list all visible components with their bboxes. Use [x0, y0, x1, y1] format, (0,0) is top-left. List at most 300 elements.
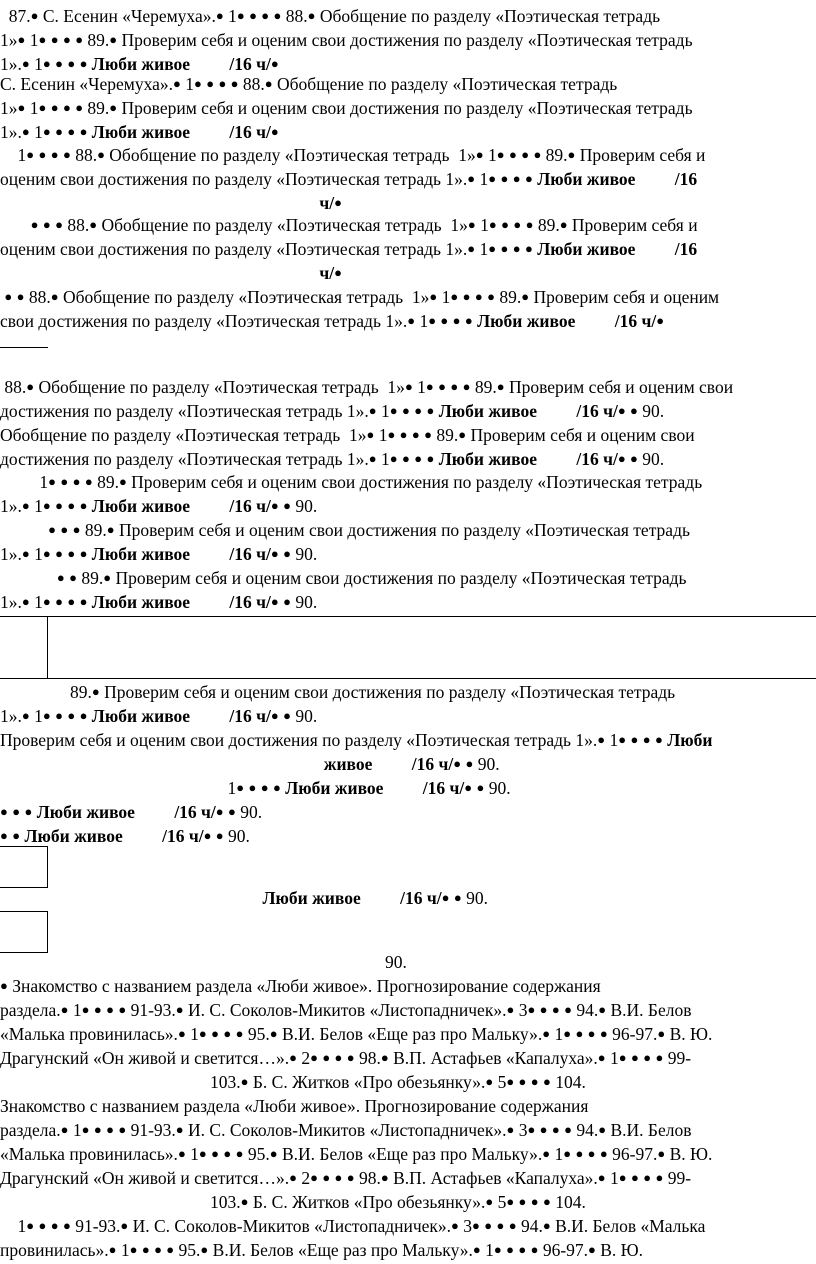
block-8-line: Проверим себя и оценим свои достижения по разделу «Поэтическая тетрадь 1».● 1● ● ● ● Люби [0, 730, 713, 750]
block-10-line: «Малька провинилась».● 1● ● ● ● 95.● В.И. Белов «Еще раз про Мальку».● 1● ● ● ● 96-97.● В. Ю. [0, 1024, 713, 1044]
bullet-dot-icon: ● [270, 124, 279, 139]
bullet-dot-icon: ● [273, 8, 282, 23]
bullet-dot-icon: ● [38, 1218, 47, 1233]
bullet-dot-icon: ● [618, 1170, 627, 1185]
block-10-line: 90. [0, 952, 407, 972]
block-8-line: 89.● Проверим себя и оценим свои достижения по разделу «Поэтическая тетрадь [0, 682, 676, 702]
bullet-dot-icon: ● [426, 451, 435, 466]
bullet-dot-icon: ● [21, 546, 30, 561]
bullet-dot-icon: ● [55, 708, 63, 723]
bullet-dot-icon: ● [12, 828, 21, 843]
bullet-dot-icon: ● [67, 708, 76, 723]
bullet-dot-icon: ● [485, 1194, 494, 1209]
bullet-dot-icon: ● [542, 1026, 551, 1041]
block-10-line: Драгунский «Он живой и светится…».● 2● ● ● ● 98.● В.П. Астафьев «Капалуха».● 1● ● ● ● 99- [0, 1168, 692, 1188]
bullet-dot-icon: ● [56, 570, 65, 585]
block-3-line: ч/● [319, 193, 342, 213]
bullet-dot-icon: ● [451, 1218, 459, 1233]
bullet-dot-icon: ● [588, 1242, 596, 1257]
bullet-dot-icon: ● [42, 124, 51, 139]
bullet-dot-icon: ● [630, 451, 638, 466]
bullet-dot-icon: ● [106, 1002, 114, 1017]
empty-box-1 [0, 846, 48, 888]
bullet-dot-icon: ● [50, 100, 59, 115]
empty-box-2 [0, 911, 48, 953]
bullet-dot-icon: ● [55, 546, 63, 561]
bullet-dot-icon: ● [177, 1146, 186, 1161]
bullet-dot-icon: ● [72, 522, 81, 537]
bullet-dot-icon: ● [524, 241, 533, 256]
bullet-dot-icon: ● [533, 147, 542, 162]
bullet-dot-icon: ● [334, 195, 342, 210]
bullet-dot-icon: ● [334, 265, 342, 280]
bullet-dot-icon: ● [84, 474, 93, 489]
bullet-dot-icon: ● [172, 76, 181, 91]
bullet-dot-icon: ● [346, 1050, 355, 1065]
bullet-dot-icon: ● [464, 780, 473, 795]
bullet-dot-icon: ● [630, 732, 639, 747]
bullet-dot-icon: ● [476, 780, 485, 795]
bullet-dot-icon: ● [264, 76, 273, 91]
bullet-dot-icon: ● [270, 594, 279, 609]
bullet-dot-icon: ● [118, 474, 127, 489]
bullet-dot-icon: ● [462, 379, 471, 394]
bullet-dot-icon: ● [655, 1050, 664, 1065]
bullet-dot-icon: ● [67, 124, 76, 139]
bullet-dot-icon: ● [518, 1242, 527, 1257]
bullet-dot-icon: ● [118, 1002, 127, 1017]
bullet-dot-icon: ● [500, 241, 509, 256]
bullet-dot-icon: ● [260, 780, 269, 795]
bullet-dot-icon: ● [50, 1218, 59, 1233]
bullet-dot-icon: ● [618, 1050, 627, 1065]
bullet-dot-icon: ● [424, 427, 432, 442]
bullet-dot-icon: ● [62, 32, 71, 47]
bullet-dot-icon: ● [642, 732, 651, 747]
bullet-dot-icon: ● [512, 241, 521, 256]
bullet-dot-icon: ● [440, 313, 449, 328]
bullet-dot-icon: ● [475, 147, 484, 162]
block-2-line: С. Есенин «Черемуха».● 1● ● ● ● 88.● Обобщение по разделу «Поэтическая тетрадь [0, 74, 618, 94]
bullet-dot-icon: ● [530, 1194, 539, 1209]
bullet-dot-icon: ● [575, 1146, 584, 1161]
bullet-dot-icon: ● [524, 171, 533, 186]
bullet-dot-icon: ● [488, 217, 497, 232]
bullet-dot-icon: ● [55, 56, 63, 71]
bullet-dot-icon: ● [120, 1218, 129, 1233]
bullet-dot-icon: ● [129, 1242, 138, 1257]
bullet-dot-icon: ● [198, 1146, 207, 1161]
block-2-line: 1».● 1● ● ● ● Люби живое /16 ч/● [0, 122, 279, 142]
block-6-line: достижения по разделу «Поэтическая тетрадь 1».● 1● ● ● ● Люби живое /16 ч/● ● 90. [0, 449, 665, 469]
bullet-dot-icon: ● [249, 8, 257, 23]
bullet-dot-icon: ● [563, 1026, 572, 1041]
bullet-dot-icon: ● [248, 780, 257, 795]
bullet-dot-icon: ● [389, 451, 398, 466]
bullet-dot-icon: ● [506, 1074, 515, 1089]
bullet-dot-icon: ● [21, 708, 30, 723]
bullet-dot-icon: ● [200, 1242, 209, 1257]
bullet-dot-icon: ● [631, 1050, 639, 1065]
bullet-dot-icon: ● [215, 804, 224, 819]
bullet-dot-icon: ● [322, 1050, 331, 1065]
bullet-dot-icon: ● [334, 1050, 343, 1065]
bullet-dot-icon: ● [487, 289, 495, 304]
block-10-line: провинилась».● 1● ● ● ● 95.● В.И. Белов «Еще раз про Мальку».● 1● ● ● ● 96-97.● В. Ю. [0, 1240, 644, 1260]
block-7-line: ● ● ● 89.● Проверим себя и оценим свои достижения по разделу «Поэтическая тетрадь [48, 520, 690, 540]
bullet-dot-icon: ● [38, 100, 47, 115]
bullet-dot-icon: ● [79, 56, 88, 71]
bullet-dot-icon: ● [389, 403, 398, 418]
table-column-rule [47, 616, 48, 678]
block-5-line: свои достижения по разделу «Поэтическая тетрадь 1».● 1● ● ● ● Люби живое /16 ч/● [0, 311, 665, 331]
bullet-dot-icon: ● [269, 1026, 278, 1041]
bullet-dot-icon: ● [0, 828, 8, 843]
bullet-dot-icon: ● [500, 171, 509, 186]
block-7-line: 1».● 1● ● ● ● Люби живое /16 ч/● ● 90. [0, 496, 318, 516]
bullet-dot-icon: ● [414, 451, 423, 466]
block-1-line: 1».● 1● ● ● ● Люби живое /16 ч/● [0, 54, 279, 74]
block-7-line: 1».● 1● ● ● ● Люби живое /16 ч/● ● 90. [0, 592, 318, 612]
bullet-dot-icon: ● [16, 289, 25, 304]
bullet-dot-icon: ● [79, 124, 88, 139]
bullet-dot-icon: ● [598, 1122, 607, 1137]
block-5-line: ● ● 88.● Обобщение по разделу «Поэтическая тетрадь 1»● 1● ● ● ● 89.● Проверим себя и оценим [4, 287, 720, 307]
bullet-dot-icon: ● [193, 76, 202, 91]
bullet-dot-icon: ● [518, 1074, 527, 1089]
bullet-dot-icon: ● [270, 56, 279, 71]
bullet-dot-icon: ● [198, 1026, 207, 1041]
bullet-dot-icon: ● [458, 427, 467, 442]
bullet-dot-icon: ● [346, 1170, 355, 1185]
bullet-dot-icon: ● [270, 708, 279, 723]
block-6-line: 88.● Обобщение по разделу «Поэтическая тетрадь 1»● 1● ● ● ● 89.● Проверим себя и оценим свои [0, 377, 734, 397]
bullet-dot-icon: ● [272, 780, 281, 795]
block-7-line: ● ● 89.● Проверим себя и оценим свои достижения по разделу «Поэтическая тетрадь [56, 568, 687, 588]
block-8-line: ● ● ● Люби живое /16 ч/● ● 90. [0, 802, 263, 822]
bullet-dot-icon: ● [48, 522, 56, 537]
bullet-dot-icon: ● [630, 403, 638, 418]
bullet-dot-icon: ● [493, 1242, 502, 1257]
bullet-dot-icon: ● [543, 1194, 551, 1209]
bullet-dot-icon: ● [655, 1170, 664, 1185]
bullet-dot-icon: ● [631, 1170, 639, 1185]
bullet-dot-icon: ● [654, 732, 663, 747]
bullet-dot-icon: ● [0, 978, 8, 993]
bullet-dot-icon: ● [543, 1074, 551, 1089]
block-10-line: 1● ● ● ● 91-93.● И. С. Соколов-Микитов «Листопадничек».● 3● ● ● ● 94.● В.И. Белов «Малька [0, 1216, 706, 1236]
bullet-dot-icon: ● [50, 147, 59, 162]
block-3-line: 1● ● ● ● 88.● Обобщение по разделу «Поэтическая тетрадь 1»● 1● ● ● ● 89.● Проверим себя и [0, 145, 706, 165]
bullet-dot-icon: ● [508, 147, 517, 162]
bullet-dot-icon: ● [81, 1002, 90, 1017]
block-9-line: Люби живое /16 ч/● ● 90. [262, 888, 488, 908]
bullet-dot-icon: ● [141, 1242, 150, 1257]
bullet-dot-icon: ● [261, 8, 270, 23]
bullet-dot-icon: ● [643, 1170, 652, 1185]
bullet-dot-icon: ● [617, 403, 626, 418]
bullet-dot-icon: ● [380, 1050, 389, 1065]
block-8-line: живое /16 ч/● ● 90. [323, 754, 500, 774]
bullet-dot-icon: ● [512, 171, 521, 186]
bullet-dot-icon: ● [93, 1002, 102, 1017]
bullet-dot-icon: ● [307, 8, 316, 23]
bullet-dot-icon: ● [42, 708, 51, 723]
bullet-dot-icon: ● [38, 147, 47, 162]
bullet-dot-icon: ● [527, 1002, 536, 1017]
bullet-dot-icon: ● [269, 1146, 278, 1161]
bullet-dot-icon: ● [109, 32, 118, 47]
bullet-dot-icon: ● [643, 1050, 652, 1065]
bullet-dot-icon: ● [618, 732, 627, 747]
bullet-dot-icon: ● [55, 217, 63, 232]
block-10-line: раздела.● 1● ● ● ● 91-93.● И. С. Соколов-Микитов «Листопадничек».● 3● ● ● ● 94.● В.И. Белов [0, 1000, 692, 1020]
bullet-dot-icon: ● [414, 403, 423, 418]
bullet-dot-icon: ● [42, 217, 51, 232]
bullet-dot-icon: ● [283, 546, 291, 561]
bullet-dot-icon: ● [108, 1242, 117, 1257]
bullet-dot-icon: ● [166, 1242, 175, 1257]
bullet-dot-icon: ● [62, 1218, 71, 1233]
block-10-line: 103.● Б. С. Житков «Про обезьянку».● 5● ● ● ● 104. [0, 1192, 586, 1212]
bullet-dot-icon: ● [656, 313, 665, 328]
block-8-line: 1● ● ● ● Люби живое /16 ч/● ● 90. [0, 778, 511, 798]
bullet-dot-icon: ● [521, 289, 530, 304]
bullet-dot-icon: ● [223, 1026, 232, 1041]
bullet-dot-icon: ● [223, 1146, 232, 1161]
bullet-dot-icon: ● [452, 313, 461, 328]
bullet-dot-icon: ● [598, 1002, 607, 1017]
block-4-line: ● ● ● 88.● Обобщение по разделу «Поэтическая тетрадь 1»● 1● ● ● ● 89.● Проверим себя и [30, 215, 698, 235]
bullet-dot-icon: ● [472, 1218, 480, 1233]
bullet-dot-icon: ● [380, 1170, 389, 1185]
block-3-line: оценим свои достижения по разделу «Поэтическая тетрадь 1».● 1● ● ● ● Люби живое /16 [0, 169, 698, 189]
bullet-dot-icon: ● [599, 1146, 608, 1161]
bullet-dot-icon: ● [55, 124, 63, 139]
bullet-dot-icon: ● [472, 1242, 481, 1257]
bullet-dot-icon: ● [530, 1242, 539, 1257]
bullet-dot-icon: ● [62, 147, 71, 162]
bullet-dot-icon: ● [501, 217, 509, 232]
bullet-dot-icon: ● [60, 1002, 69, 1017]
bullet-dot-icon: ● [453, 756, 462, 771]
bullet-dot-icon: ● [564, 1122, 572, 1137]
block-7-line: 1».● 1● ● ● ● Люби живое /16 ч/● ● 90. [0, 544, 318, 564]
bullet-dot-icon: ● [496, 379, 505, 394]
bullet-dot-icon: ● [425, 379, 434, 394]
block-8-line: ● ● Люби живое /16 ч/● ● 90. [0, 826, 250, 846]
bullet-dot-icon: ● [539, 1122, 548, 1137]
bullet-dot-icon: ● [575, 1026, 584, 1041]
bullet-dot-icon: ● [404, 379, 413, 394]
bullet-dot-icon: ● [402, 451, 410, 466]
bullet-dot-icon: ● [428, 313, 437, 328]
block-10-line: раздела.● 1● ● ● ● 91-93.● И. С. Соколов-Микитов «Листопадничек».● 3● ● ● ● 94.● В.И. Белов [0, 1120, 692, 1140]
bullet-dot-icon: ● [551, 1122, 560, 1137]
short-rule [0, 347, 48, 348]
bullet-dot-icon: ● [368, 451, 377, 466]
bullet-dot-icon: ● [67, 56, 76, 71]
bullet-dot-icon: ● [525, 217, 534, 232]
bullet-dot-icon: ● [657, 1146, 666, 1161]
bullet-dot-icon: ● [24, 804, 33, 819]
bullet-dot-icon: ● [235, 1146, 244, 1161]
bullet-dot-icon: ● [484, 1218, 493, 1233]
bullet-dot-icon: ● [411, 427, 420, 442]
bullet-dot-icon: ● [270, 498, 279, 513]
bullet-dot-icon: ● [211, 1026, 220, 1041]
bullet-dot-icon: ● [513, 217, 522, 232]
bullet-dot-icon: ● [81, 1122, 90, 1137]
bullet-dot-icon: ● [402, 403, 410, 418]
bullet-dot-icon: ● [106, 1122, 114, 1137]
bullet-dot-icon: ● [154, 1242, 162, 1257]
bullet-dot-icon: ● [97, 147, 105, 162]
bullet-dot-icon: ● [42, 546, 51, 561]
bullet-dot-icon: ● [387, 427, 396, 442]
bullet-dot-icon: ● [60, 522, 69, 537]
bullet-dot-icon: ● [462, 289, 471, 304]
bullet-dot-icon: ● [506, 1194, 515, 1209]
bullet-dot-icon: ● [109, 100, 118, 115]
bullet-dot-icon: ● [289, 1170, 297, 1185]
bullet-dot-icon: ● [530, 1074, 539, 1089]
bullet-dot-icon: ● [474, 289, 483, 304]
bullet-dot-icon: ● [75, 32, 84, 47]
bullet-dot-icon: ● [283, 708, 291, 723]
bullet-dot-icon: ● [289, 1050, 297, 1065]
bullet-dot-icon: ● [506, 1122, 515, 1137]
bullet-dot-icon: ● [17, 32, 26, 47]
bullet-dot-icon: ● [55, 498, 63, 513]
bullet-dot-icon: ● [488, 241, 497, 256]
bullet-dot-icon: ● [26, 1218, 35, 1233]
bullet-dot-icon: ● [21, 498, 30, 513]
bullet-dot-icon: ● [527, 1122, 536, 1137]
bullet-dot-icon: ● [60, 1122, 69, 1137]
bullet-dot-icon: ● [597, 1050, 606, 1065]
bullet-dot-icon: ● [106, 522, 115, 537]
bullet-dot-icon: ● [42, 594, 51, 609]
bullet-dot-icon: ● [283, 498, 291, 513]
block-10-line: ● Знакомство с названием раздела «Люби живое». Прогнозирование содержания [0, 976, 601, 996]
bullet-dot-icon: ● [79, 498, 88, 513]
bullet-dot-icon: ● [539, 1002, 548, 1017]
bullet-dot-icon: ● [567, 147, 576, 162]
bullet-dot-icon: ● [521, 147, 530, 162]
bullet-dot-icon: ● [426, 403, 435, 418]
bullet-dot-icon: ● [67, 546, 76, 561]
bullet-dot-icon: ● [89, 217, 98, 232]
bullet-dot-icon: ● [467, 217, 476, 232]
bullet-dot-icon: ● [438, 379, 447, 394]
bullet-dot-icon: ● [218, 76, 227, 91]
bullet-dot-icon: ● [42, 56, 51, 71]
bullet-dot-icon: ● [38, 32, 47, 47]
bullet-dot-icon: ● [496, 147, 505, 162]
bullet-dot-icon: ● [72, 474, 81, 489]
bullet-dot-icon: ● [366, 427, 375, 442]
bullet-dot-icon: ● [399, 427, 408, 442]
block-10-line: Драгунский «Он живой и светится…».● 2● ● ● ● 98.● В.П. Астафьев «Капалуха».● 1● ● ● ● 99- [0, 1048, 692, 1068]
bullet-dot-icon: ● [542, 1218, 551, 1233]
bullet-dot-icon: ● [21, 56, 30, 71]
bullet-dot-icon: ● [177, 1026, 186, 1041]
bullet-dot-icon: ● [4, 289, 13, 304]
bullet-dot-icon: ● [559, 217, 568, 232]
bullet-dot-icon: ● [55, 594, 63, 609]
bullet-dot-icon: ● [617, 451, 626, 466]
bullet-dot-icon: ● [429, 289, 438, 304]
block-2-line: 1»● 1● ● ● ● 89.● Проверим себя и оценим свои достижения по разделу «Поэтическая тетрадь [0, 98, 693, 118]
bullet-dot-icon: ● [542, 1146, 551, 1161]
block-10-line: 103.● Б. С. Житков «Про обезьянку».● 5● ● ● ● 104. [0, 1072, 586, 1092]
bullet-dot-icon: ● [334, 1170, 343, 1185]
bullet-dot-icon: ● [48, 474, 56, 489]
bullet-dot-icon: ● [42, 498, 51, 513]
bullet-dot-icon: ● [270, 546, 279, 561]
bullet-dot-icon: ● [62, 100, 71, 115]
bullet-dot-icon: ● [12, 804, 21, 819]
bullet-dot-icon: ● [464, 313, 473, 328]
bullet-dot-icon: ● [235, 1026, 244, 1041]
bullet-dot-icon: ● [240, 1194, 249, 1209]
block-4-line: оценим свои достижения по разделу «Поэтическая тетрадь 1».● 1● ● ● ● Люби живое /16 [0, 239, 698, 259]
bullet-dot-icon: ● [91, 684, 100, 699]
bullet-dot-icon: ● [175, 1002, 184, 1017]
bullet-dot-icon: ● [30, 8, 39, 23]
bullet-dot-icon: ● [0, 804, 8, 819]
bullet-dot-icon: ● [175, 1122, 184, 1137]
bullet-dot-icon: ● [206, 76, 215, 91]
bullet-dot-icon: ● [79, 708, 88, 723]
bullet-dot-icon: ● [240, 1074, 249, 1089]
bullet-dot-icon: ● [230, 76, 239, 91]
block-8-line: 1».● 1● ● ● ● Люби живое /16 ч/● ● 90. [0, 706, 318, 726]
bullet-dot-icon: ● [564, 1002, 572, 1017]
bullet-dot-icon: ● [50, 32, 59, 47]
bullet-dot-icon: ● [118, 1122, 127, 1137]
bullet-dot-icon: ● [103, 570, 112, 585]
bullet-dot-icon: ● [551, 1002, 560, 1017]
bullet-dot-icon: ● [597, 732, 606, 747]
bullet-dot-icon: ● [506, 1242, 514, 1257]
bullet-dot-icon: ● [485, 1074, 494, 1089]
table-top-rule [0, 616, 816, 617]
bullet-dot-icon: ● [450, 379, 459, 394]
bullet-dot-icon: ● [93, 1122, 102, 1137]
bullet-dot-icon: ● [450, 289, 459, 304]
bullet-dot-icon: ● [60, 474, 69, 489]
block-6-line: достижения по разделу «Поэтическая тетрадь 1».● 1● ● ● ● Люби живое /16 ч/● ● 90. [0, 401, 665, 421]
bullet-dot-icon: ● [508, 1218, 517, 1233]
bullet-dot-icon: ● [211, 1146, 220, 1161]
bullet-dot-icon: ● [50, 289, 59, 304]
bullet-dot-icon: ● [67, 594, 76, 609]
bullet-dot-icon: ● [518, 1194, 527, 1209]
bullet-dot-icon: ● [563, 1146, 572, 1161]
bullet-dot-icon: ● [75, 100, 84, 115]
bullet-dot-icon: ● [21, 594, 30, 609]
table-bottom-rule [0, 678, 816, 679]
bullet-dot-icon: ● [67, 498, 76, 513]
bullet-dot-icon: ● [597, 1170, 606, 1185]
bullet-dot-icon: ● [30, 217, 39, 232]
bullet-dot-icon: ● [26, 379, 35, 394]
block-6-line: Обобщение по разделу «Поэтическая тетрадь 1»● 1● ● ● ● 89.● Проверим себя и оценим свои [0, 425, 695, 445]
bullet-dot-icon: ● [441, 890, 450, 905]
bullet-dot-icon: ● [453, 890, 462, 905]
